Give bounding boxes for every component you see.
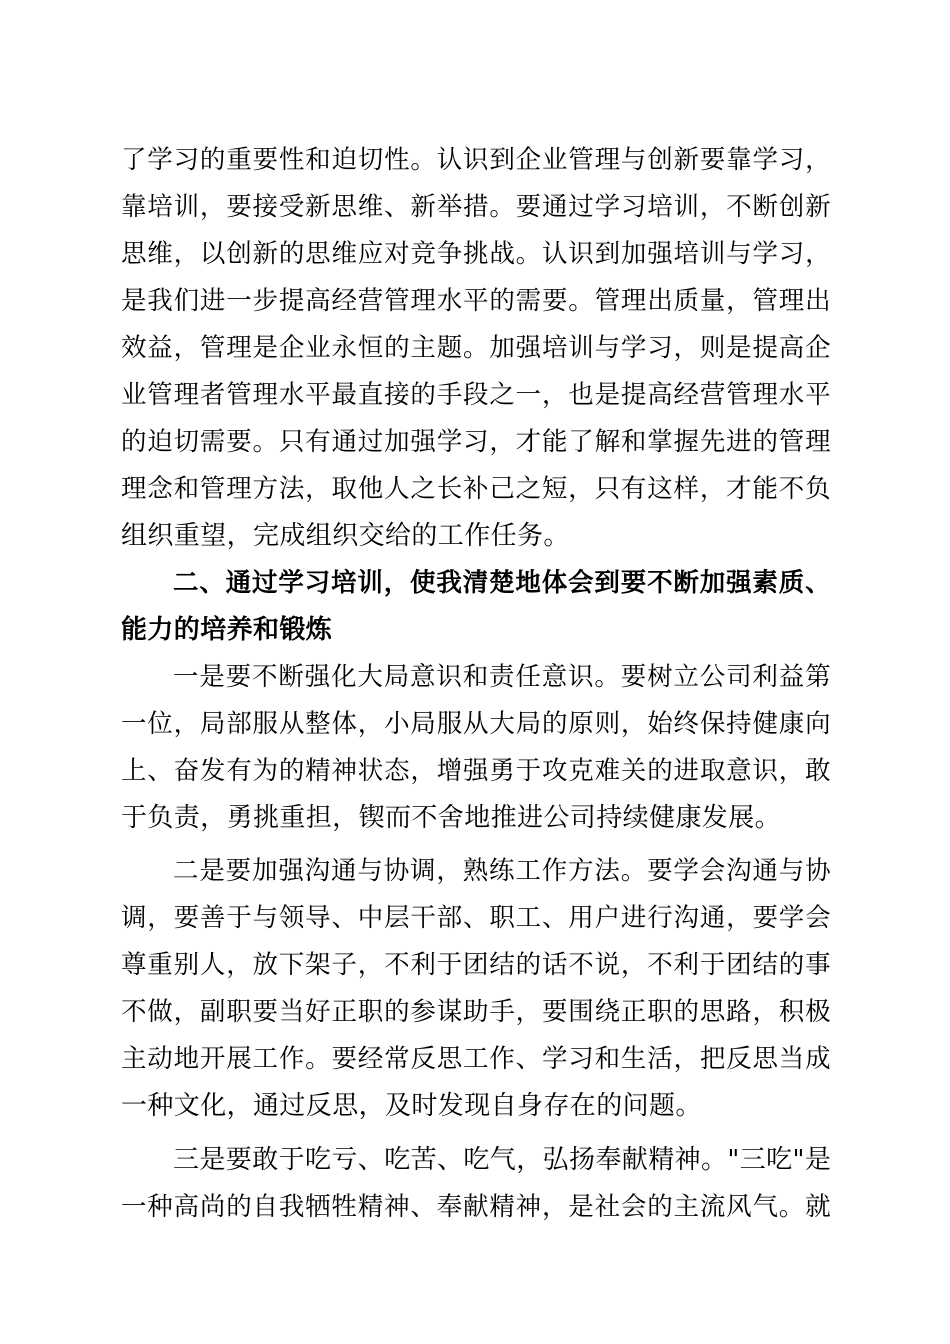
text-line: 于负责，勇挑重担，锲而不舍地推进公司持续健康发展。 [121,803,782,833]
text-line: 二是要加强沟通与协调，熟练工作方法。要学会沟通与协 [173,856,831,886]
text-line: 是我们进一步提高经营管理水平的需要。管理出质量，管理出 [121,286,831,316]
text-line: 的迫切需要。只有通过加强学习，才能了解和掌握先进的管理 [121,427,831,457]
text-line: 一是要不断强化大局意识和责任意识。要树立公司利益第 [173,662,831,692]
text-line: 尊重别人，放下架子，不利于团结的话不说，不利于团结的事 [121,950,831,980]
text-line: 上、奋发有为的精神状态，增强勇于攻克难关的进取意识，敢 [121,756,831,786]
text-line: 业管理者管理水平最直接的手段之一，也是提高经营管理水平 [121,380,831,410]
heading-line: 能力的培养和锻炼 [121,615,333,645]
text-line: 三是要敢于吃亏、吃苦、吃气，弘扬奉献精神。"三吃"是 [173,1145,832,1175]
text-line: 主动地开展工作。要经常反思工作、学习和生活，把反思当成 [121,1044,831,1074]
text-line: 不做，副职要当好正职的参谋助手，要围绕正职的思路，积极 [121,997,831,1027]
heading-line: 二、通过学习培训，使我清楚地体会到要不断加强素质、 [173,568,831,598]
text-line: 一位，局部服从整体，小局服从大局的原则，始终保持健康向 [121,709,831,739]
text-line: 靠培训，要接受新思维、新举措。要通过学习培训，不断创新 [121,192,831,222]
text-line: 理念和管理方法，取他人之长补己之短，只有这样，才能不负 [121,474,831,504]
text-line: 了学习的重要性和迫切性。认识到企业管理与创新要靠学习， [121,145,831,175]
text-line: 调，要善于与领导、中层干部、职工、用户进行沟通，要学会 [121,903,831,933]
text-line: 一种文化，通过反思，及时发现自身存在的问题。 [121,1091,702,1121]
text-line: 效益，管理是企业永恒的主题。加强培训与学习，则是提高企 [121,333,831,363]
text-line: 组织重望，完成组织交给的工作任务。 [121,521,570,551]
text-line: 思维，以创新的思维应对竞争挑战。认识到加强培训与学习， [121,239,831,269]
text-line: 一种高尚的自我牺牲精神、奉献精神，是社会的主流风气。就 [121,1192,831,1222]
